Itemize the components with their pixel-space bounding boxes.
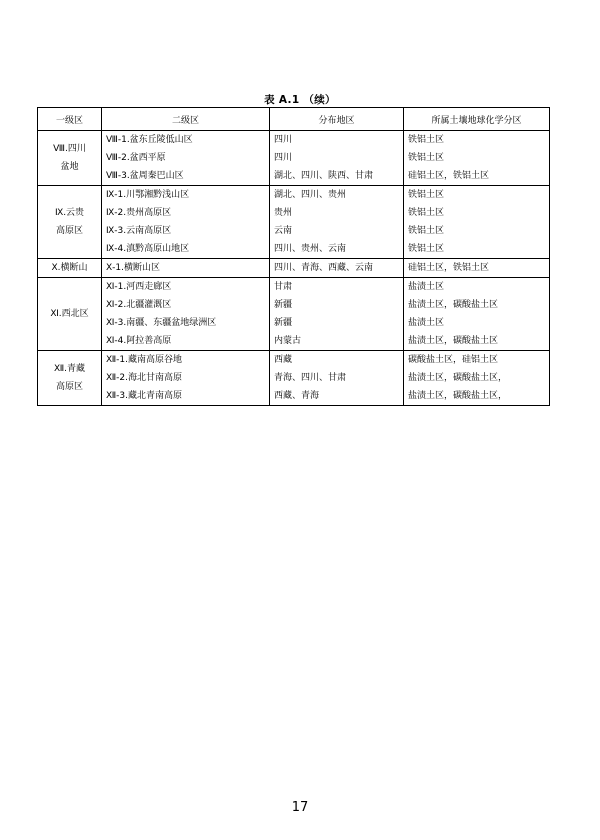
page-number: 17 <box>291 800 309 815</box>
region-cell: 四川、青海、西藏、云南 <box>270 259 404 278</box>
level1-cell: Ⅹ.横断山 <box>38 259 102 278</box>
table-row <box>38 351 550 406</box>
table-row <box>38 278 550 351</box>
region-cell: 四川 四川 湖北、四川、陕西、甘肃 <box>270 131 404 186</box>
table-caption: 表 A.1 （续） <box>264 94 336 106</box>
level2-cell: Ⅻ-1.藏南高原谷地 Ⅻ-2.海北甘南高原 Ⅻ-3.藏北青南高原 <box>102 351 270 406</box>
zone-cell: 硅铝土区，铁铝土区 <box>404 259 550 278</box>
level1-cell: Ⅻ.青藏 高原区 <box>38 351 102 406</box>
table-header-row <box>38 108 550 131</box>
soil-zone-table <box>37 107 550 406</box>
header-region: 分布地区 <box>270 108 404 131</box>
zone-cell: 碳酸盐土区，硅铝土区 盐渍土区，碳酸盐土区， 盐渍土区，碳酸盐土区， <box>404 351 550 406</box>
header-level1: 一级区 <box>38 108 102 131</box>
level2-cell: Ⅹ-1.横断山区 <box>102 259 270 278</box>
table-row <box>38 186 550 259</box>
header-zone: 所属土壤地球化学分区 <box>404 108 550 131</box>
region-cell: 湖北、四川、贵州 贵州 云南 四川、贵州、云南 <box>270 186 404 259</box>
level1-cell: Ⅸ.云贵 高原区 <box>38 186 102 259</box>
region-cell: 甘肃 新疆 新疆 内蒙古 <box>270 278 404 351</box>
level2-cell: Ⅷ-1.盆东丘陵低山区 Ⅷ-2.盆西平原 Ⅷ-3.盆周秦巴山区 <box>102 131 270 186</box>
zone-cell: 铁铝土区 铁铝土区 铁铝土区 铁铝土区 <box>404 186 550 259</box>
level1-cell: Ⅺ.西北区 <box>38 278 102 351</box>
zone-cell: 铁铝土区 铁铝土区 硅铝土区，铁铝土区 <box>404 131 550 186</box>
table-row <box>38 259 550 278</box>
table-row <box>38 131 550 186</box>
region-cell: 西藏 青海、四川、甘肃 西藏、青海 <box>270 351 404 406</box>
level2-cell: Ⅸ-1.川鄂湘黔浅山区 Ⅸ-2.贵州高原区 Ⅸ-3.云南高原区 Ⅸ-4.滇黔高原山地区 <box>102 186 270 259</box>
header-level2: 二级区 <box>102 108 270 131</box>
zone-cell: 盐渍土区 盐渍土区，碳酸盐土区 盐渍土区 盐渍土区，碳酸盐土区 <box>404 278 550 351</box>
level1-cell: Ⅷ.四川 盆地 <box>38 131 102 186</box>
level2-cell: Ⅺ-1.河西走廊区 Ⅺ-2.北疆灌溉区 Ⅺ-3.南疆、东疆盆地绿洲区 Ⅺ-4.阿拉善高原 <box>102 278 270 351</box>
